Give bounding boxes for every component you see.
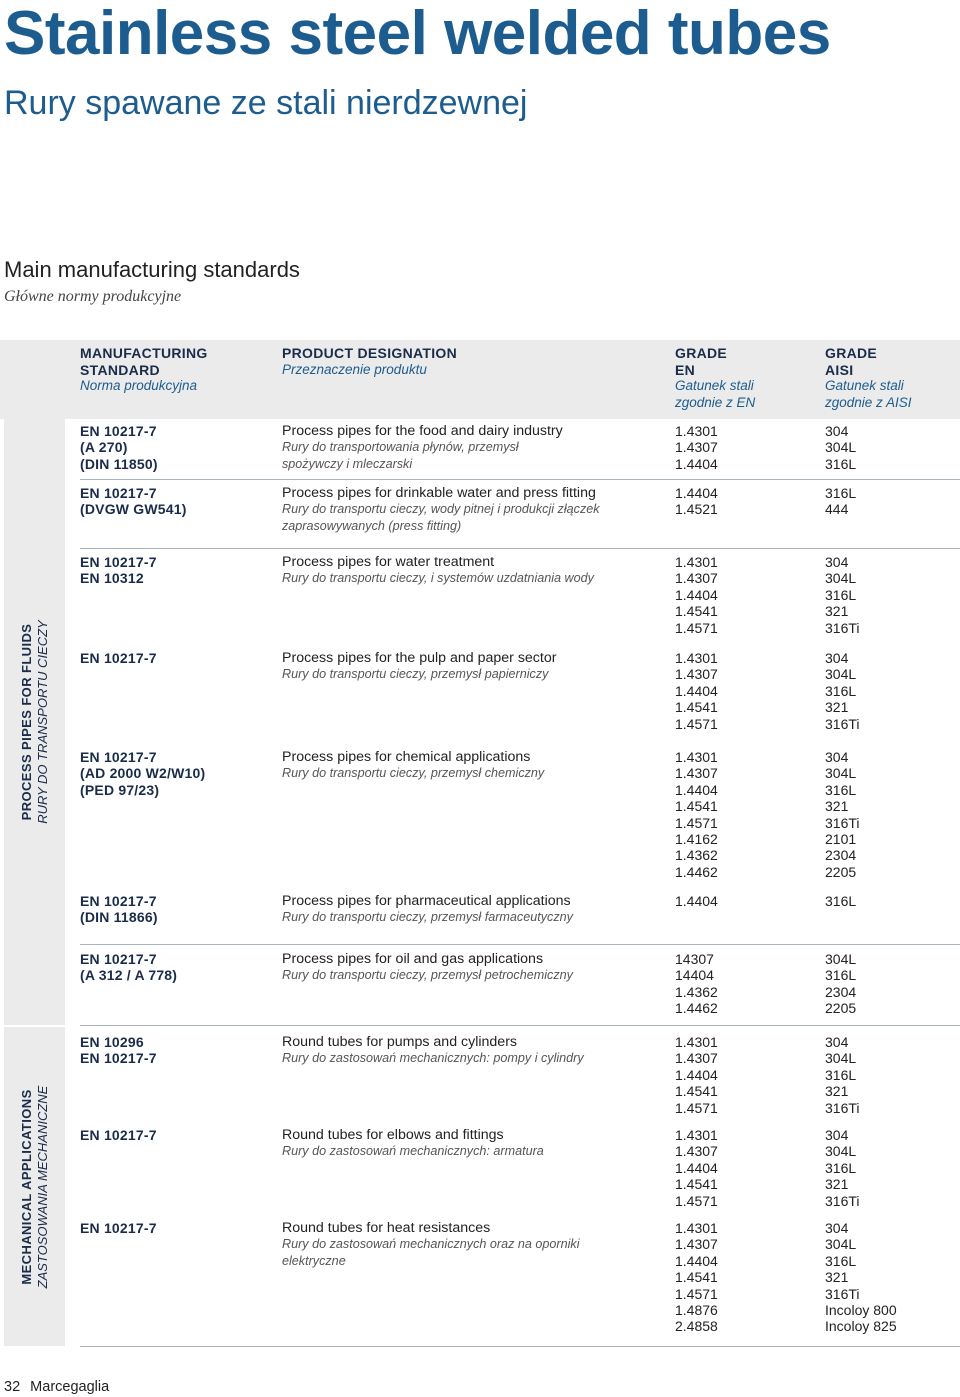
page-title: Stainless steel welded tubes (4, 0, 831, 68)
grade-en-cell: 1.4404 (675, 893, 718, 909)
grade-aisi-cell: 304 304L 316L 321 316Ti (825, 650, 860, 732)
product-cell: Round tubes for heat resistances Rury do zastosowań mechanicznych oraz na oporniki elektryczne (282, 1220, 580, 1268)
standard-cell: EN 10217-7 (DVGW GW541) (80, 485, 187, 518)
standard-cell: EN 10217-7 EN 10312 (80, 554, 157, 587)
grade-en-cell: 1.4301 1.4307 1.4404 (675, 423, 718, 472)
grade-aisi-cell: 304L 316L 2304 2205 (825, 951, 857, 1017)
header-product-designation: PRODUCT DESIGNATION Przeznaczenie produktu (282, 345, 457, 377)
product-cell: Round tubes for elbows and fittings Rury do zastosowań mechanicznych: armatura (282, 1127, 544, 1159)
grade-en-cell: 14307 14404 1.4362 1.4462 (675, 951, 718, 1017)
grade-aisi-cell: 304 304L 316L 321 316Ti Incoloy 800 Incoloy 825 (825, 1220, 897, 1335)
standard-cell: EN 10217-7 (AD 2000 W2/W10) (PED 97/23) (80, 749, 206, 798)
header-manufacturing-standard: MANUFACTURING STANDARD Norma produkcyjna (80, 345, 208, 393)
section-subtitle: Główne normy produkcyjne (4, 288, 182, 305)
product-cell: Process pipes for drinkable water and press fitting Rury do transportu cieczy, wody pitnej i produkcji złączek zaprasowywanych (press fitting) (282, 485, 600, 533)
header-grade-en: GRADE EN Gatunek stali zgodnie z EN (675, 345, 756, 410)
grade-en-cell: 1.4301 1.4307 1.4404 1.4541 1.4571 (675, 554, 718, 636)
page-subtitle: Rury spawane ze stali nierdzewnej (4, 84, 528, 122)
grade-aisi-cell: 304 304L 316L 321 316Ti (825, 554, 860, 636)
page-footer (4, 1379, 109, 1395)
row-divider (80, 479, 960, 480)
product-cell: Process pipes for oil and gas applications Rury do transportu cieczy, przemysł petrochemiczny (282, 951, 573, 983)
product-cell: Process pipes for pharmaceutical applications Rury do transportu cieczy, przemysł farmaceutyczny (282, 893, 573, 925)
grade-aisi-cell: 316L 444 (825, 485, 857, 518)
grade-en-cell: 1.4301 1.4307 1.4404 1.4541 1.4571 1.4162 1.4362 1.4462 (675, 749, 718, 880)
row-divider (80, 548, 960, 549)
grade-en-cell: 1.4404 1.4521 (675, 485, 718, 518)
standard-cell: EN 10217-7 (DIN 11866) (80, 893, 158, 926)
standard-cell: EN 10296 EN 10217-7 (80, 1034, 157, 1067)
grade-en-cell: 1.4301 1.4307 1.4404 1.4541 1.4571 (675, 650, 718, 732)
grade-en-cell: 1.4301 1.4307 1.4404 1.4541 1.4571 1.4876 2.4858 (675, 1220, 718, 1335)
grade-aisi-cell: 304 304L 316L 321 316Ti 2101 2304 2205 (825, 749, 860, 880)
standard-cell: EN 10217-7 (80, 650, 157, 666)
grade-aisi-cell: 304 304L 316L 321 316Ti (825, 1127, 860, 1209)
side-label-mechanical-applications: MECHANICAL APPLICATIONS ZASTOSOWANIA MECHANICZNE (4, 1027, 65, 1346)
standard-cell: EN 10217-7 (80, 1220, 157, 1236)
standard-cell: EN 10217-7 (A 312 / A 778) (80, 951, 178, 984)
grade-aisi-cell: 304 304L 316L (825, 423, 857, 472)
row-divider (80, 1025, 960, 1026)
product-cell: Process pipes for the food and dairy industry Rury do transportowania płynów, przemysł spożywczy i mleczarski (282, 423, 563, 471)
product-cell: Process pipes for water treatment Rury do transportu cieczy, i systemów uzdatniania wody (282, 554, 594, 586)
side-label-process-pipes: PROCESS PIPES FOR FLUIDS RURY DO TRANSPORTU CIECZY (4, 419, 65, 1025)
page-number: 32 (4, 1379, 21, 1395)
standard-cell: EN 10217-7 (80, 1127, 157, 1143)
product-cell: Process pipes for chemical applications Rury do transportu cieczy, przemysł chemiczny (282, 749, 545, 781)
grade-en-cell: 1.4301 1.4307 1.4404 1.4541 1.4571 (675, 1127, 718, 1209)
standard-cell: EN 10217-7 (A 270) (DIN 11850) (80, 423, 158, 472)
grade-aisi-cell: 304 304L 316L 321 316Ti (825, 1034, 860, 1116)
grade-en-cell: 1.4301 1.4307 1.4404 1.4541 1.4571 (675, 1034, 718, 1116)
product-cell: Round tubes for pumps and cylinders Rury do zastosowań mechanicznych: pompy i cylindry (282, 1034, 584, 1066)
product-cell: Process pipes for the pulp and paper sector Rury do transportu cieczy, przemysł papierniczy (282, 650, 557, 682)
row-divider (80, 944, 960, 945)
brand-name: Marcegaglia (30, 1379, 110, 1395)
header-grade-aisi: GRADE AISI Gatunek stali zgodnie z AISI (825, 345, 912, 410)
section-title: Main manufacturing standards (4, 257, 300, 282)
row-divider (80, 1346, 960, 1347)
grade-aisi-cell: 316L (825, 893, 857, 909)
